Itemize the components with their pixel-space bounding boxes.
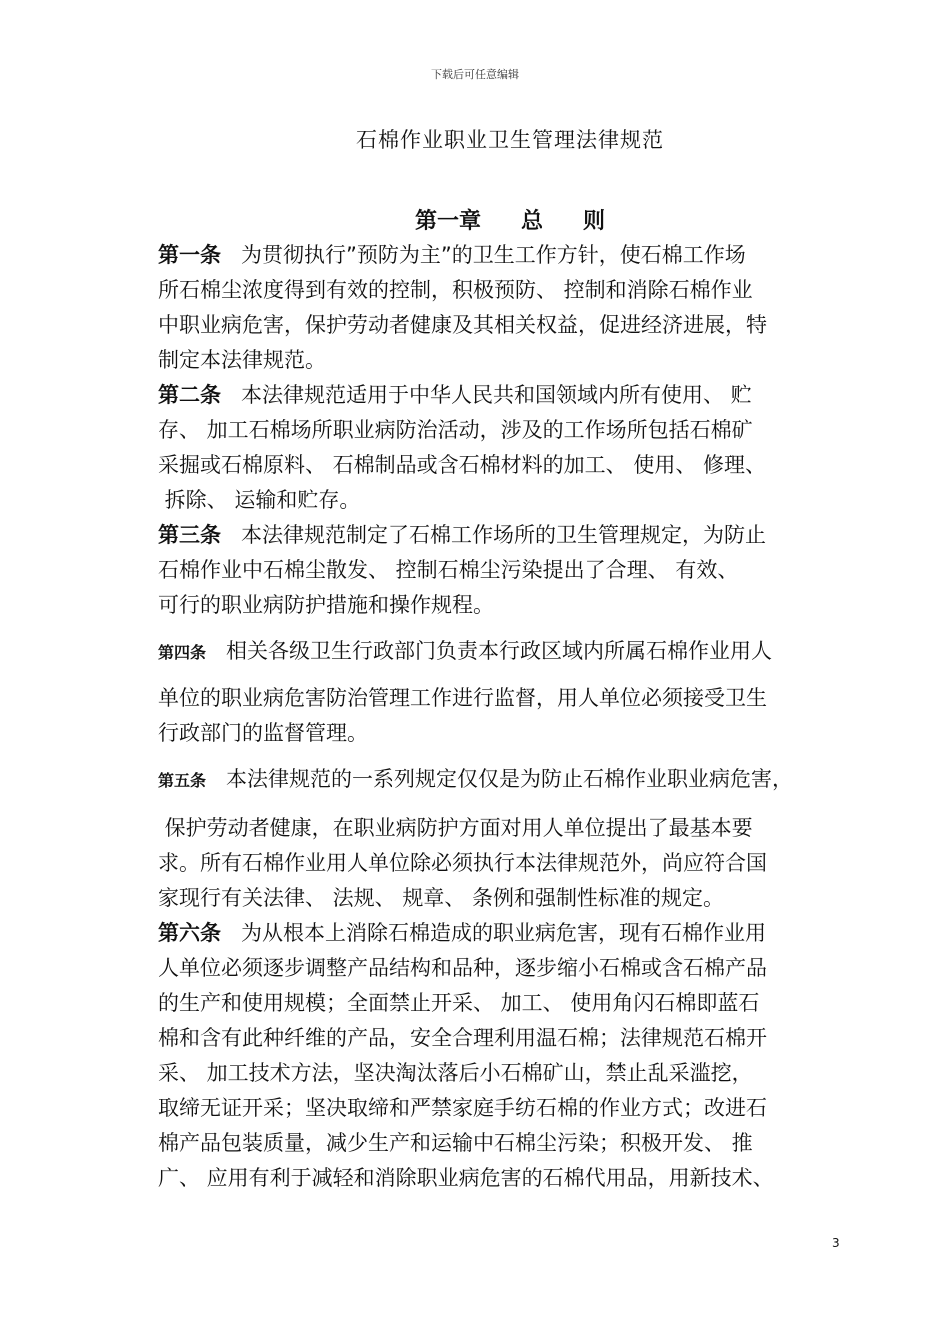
- text-line: [158, 343, 326, 377]
- page-number: 3: [832, 1236, 840, 1250]
- text-line: [158, 1091, 767, 1125]
- chapter-name-part1: 总: [520, 209, 543, 234]
- line-text: 为从根本上消除石棉造成的职业病危害，现有石棉作业用: [241, 921, 767, 945]
- line-text: 广、 应用有利于减轻和消除职业病危害的石棉代用品，用新技术、: [158, 1166, 774, 1190]
- text-line: [158, 308, 767, 342]
- line-text: 取缔无证开采；坚决取缔和严禁家庭手纺石棉的作业方式；改进石: [158, 1096, 767, 1120]
- text-line: [158, 378, 752, 412]
- text-line: [158, 553, 738, 587]
- text-line: [158, 811, 753, 845]
- line-text: 的生产和使用规模；全面禁止开采、 加工、 使用角闪石棉即蓝石: [158, 991, 760, 1015]
- article-label: 第三条: [158, 523, 221, 547]
- line-text: 行政部门的监督管理。: [158, 721, 368, 745]
- page-header-note: 下载后可任意编辑: [431, 68, 519, 81]
- text-line: [158, 881, 724, 915]
- line-text: 采掘或石棉原料、 石棉制品或含石棉材料的加工、 使用、 修理、: [158, 453, 767, 477]
- line-text: 石棉作业中石棉尘散发、 控制石棉尘污染提出了合理、 有效、: [158, 558, 739, 582]
- line-text: 存、 加工石棉场所职业病防治活动，涉及的工作场所包括石棉矿: [158, 418, 753, 442]
- text-line: [158, 762, 793, 796]
- article-label: 第六条: [158, 921, 221, 945]
- text-line: [158, 1161, 774, 1195]
- line-text: 求。所有石棉作业用人单位除必须执行本法律规范外，尚应符合国: [158, 851, 767, 875]
- text-line: [158, 1021, 767, 1055]
- line-text: 家现行有关法律、 法规、 规章、 条例和强制性标准的规定。: [158, 886, 725, 910]
- text-line: [158, 986, 759, 1020]
- line-text: 中职业病危害，保护劳动者健康及其相关权益，促进经济进展，特: [158, 313, 767, 337]
- line-text: 棉和含有此种纤维的产品，安全合理利用温石棉；法律规范石棉开: [158, 1026, 767, 1050]
- chapter-heading: [0, 204, 950, 235]
- article-label: 第二条: [158, 383, 221, 407]
- line-text: 人单位必须逐步调整产品结构和品种，逐步缩小石棉或含石棉产品: [158, 956, 767, 980]
- chapter-number: 第一章: [414, 209, 481, 234]
- text-line: [158, 413, 753, 447]
- text-line: [158, 846, 767, 880]
- text-line: [158, 448, 766, 482]
- text-line: [158, 681, 767, 715]
- document-title: 石棉作业职业卫生管理法律规范: [356, 128, 664, 152]
- chapter-name-part2: 则: [583, 209, 606, 234]
- text-line: [158, 716, 368, 750]
- text-line: [158, 1126, 753, 1160]
- text-line: [158, 518, 766, 552]
- article-label: 第一条: [158, 243, 221, 267]
- text-line: [158, 273, 753, 307]
- text-line: [158, 634, 772, 668]
- line-text: 本法律规范的一系列规定仅仅是为防止石棉作业职业病危害，: [226, 767, 794, 791]
- line-text: 单位的职业病危害防治管理工作进行监督，用人单位必须接受卫生: [158, 686, 767, 710]
- line-text: 制定本法律规范。: [158, 348, 326, 372]
- line-text: 可行的职业病防护措施和操作规程。: [158, 593, 494, 617]
- line-text: 为贯彻执行”预防为主”的卫生工作方针，使石棉工作场: [241, 243, 746, 267]
- text-line: [158, 483, 360, 517]
- line-text: 相关各级卫生行政部门负责本行政区域内所属石棉作业用人: [226, 639, 773, 663]
- line-text: 拆除、 运输和贮存。: [158, 488, 361, 512]
- line-text: 采、 加工技术方法，坚决淘汰落后小石棉矿山，禁止乱采滥挖，: [158, 1061, 753, 1085]
- text-line: [158, 951, 767, 985]
- article-label: 第五条: [158, 771, 207, 790]
- text-line: [158, 238, 746, 272]
- line-text: 保护劳动者健康，在职业病防护方面对用人单位提出了最基本要: [158, 816, 753, 840]
- line-text: 本法律规范制定了石棉工作场所的卫生管理规定，为防止: [241, 523, 767, 547]
- line-text: 所石棉尘浓度得到有效的控制，积极预防、 控制和消除石棉作业: [158, 278, 753, 302]
- line-text: 本法律规范适用于中华人民共和国领域内所有使用、 贮: [241, 383, 752, 407]
- text-line: [158, 916, 766, 950]
- article-label: 第四条: [158, 643, 207, 662]
- text-line: [158, 1056, 753, 1090]
- line-text: 棉产品包装质量，减少生产和运输中石棉尘污染；积极开发、 推: [158, 1131, 753, 1155]
- text-line: [158, 588, 494, 622]
